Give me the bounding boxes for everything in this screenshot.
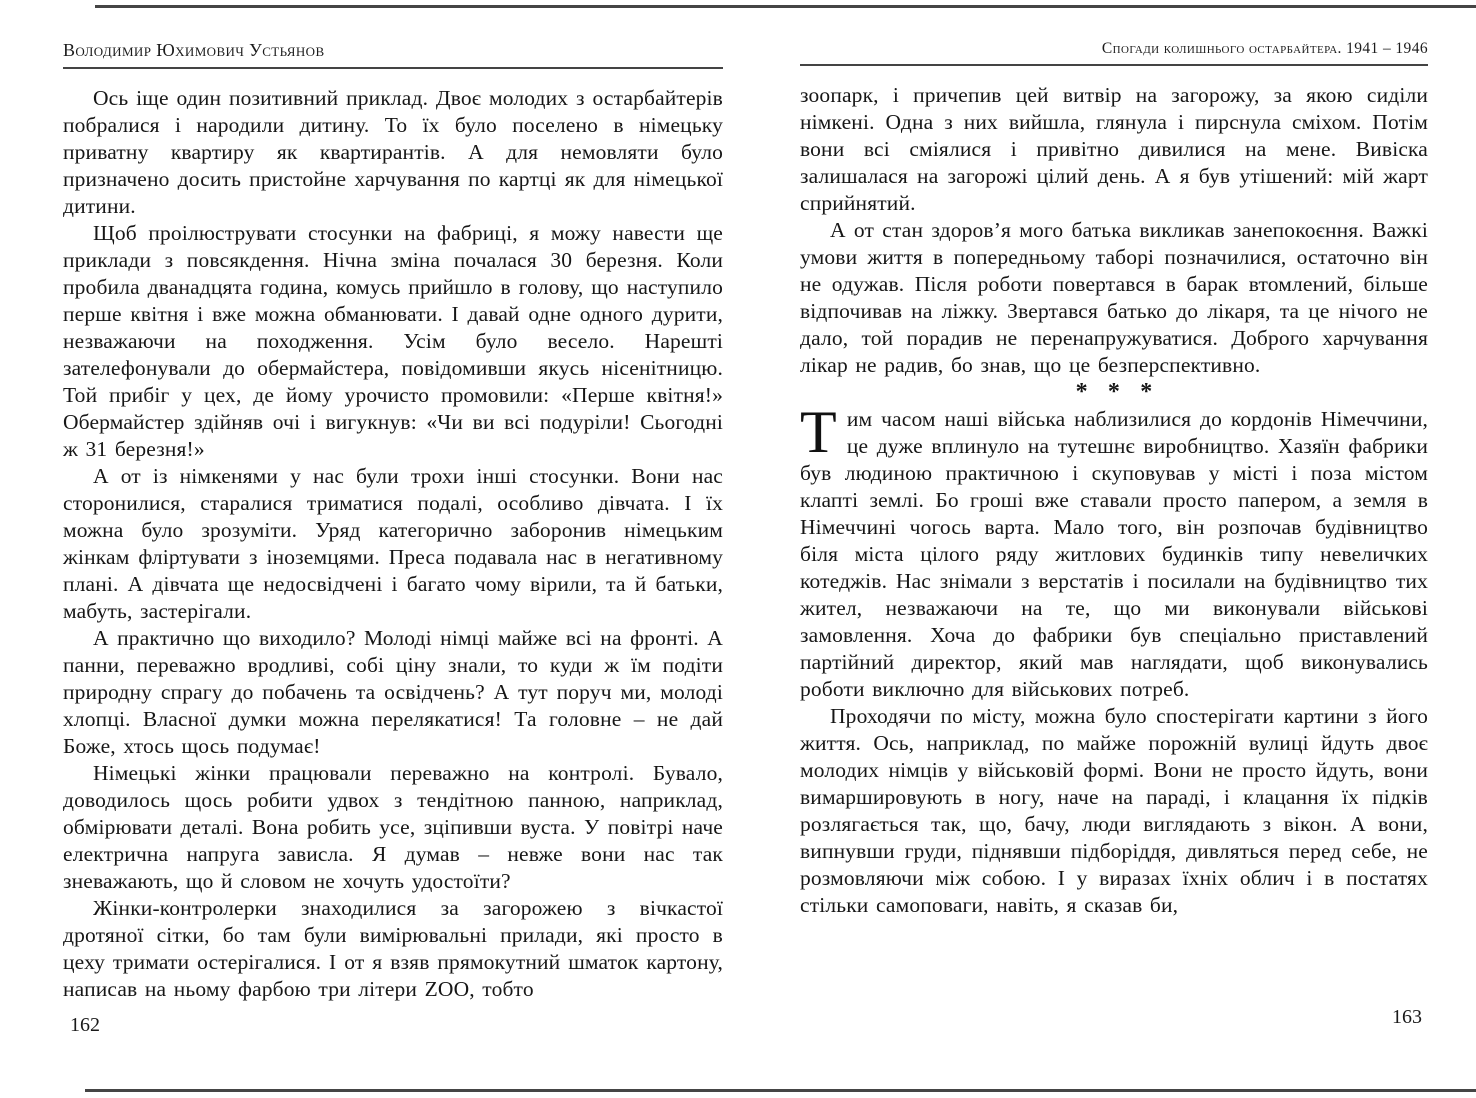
scan-edge-bottom: [85, 1089, 1476, 1092]
dropcap-initial: Т: [800, 399, 837, 465]
left-page-text: [63, 85, 723, 1003]
page-number-left: 162: [70, 1014, 100, 1036]
dropcap-paragraph-text: им часом наші війська наблизилися до кордонів Німеччини, це дуже вплинуло на тутешнє виробництво. Хазяїн фабрики був людиною практичною і скуповував у місті і поза містом клапті землі. Бо гроші вже ставали просто папером, а земля в Німеччині чогось варта. Мало того, він розпочав будівництво біля міста цілого ряду житлових будинків типу невеличких котеджів. Нас знімали з верстатів і посилали на будівництво тих жител, незважаючи на те, що ми виконували військові замовлення. Хоча до фабрики був спеціально приставлений партійний директор, який мав наглядати, щоб виконувались роботи виключно для військових потреб.: [800, 407, 1428, 701]
header-rule-left: [63, 67, 723, 69]
left-page: [63, 40, 723, 1003]
paragraph-german-women-distance: А от із німкенями у нас були трохи інші стосунки. Вони нас сторонилися, старалися триматися подалі, особливо дівчата. І їх можна було зрозуміти. Уряд категорично заборонив німецьким жінкам фліртувати з іноземцями. Преса подавала нас в негативному плані. А дівчата ще недосвідчені і багато чому вірили, та й батьки, мабуть, застерігали.: [63, 464, 723, 623]
right-page: [800, 40, 1428, 919]
section-separator-stars: * * *: [1075, 379, 1153, 405]
paragraph-young-germans-front: А практично що виходило? Молоді німці майже всі на фронті. А панни, переважно вродливі, собі ціну знали, то куди ж їм подіти природну спрагу до побачень та освідчень? А тут поруч ми, молоді хлопці. Власної думки можна перелякатися! Та головне – не дай Боже, хтось щось подумає!: [63, 626, 723, 758]
paragraph-city-scenes: Проходячи по місту, можна було спостерігати картини з його життя. Ось, наприклад, по майже порожній вулиці йдуть двоє молодих німців у військовій формі. Вони не просто йдуть, вони вимаршировують в ногу, наче на параді, і клацання їх підків розлягається так, що, бачу, люди виглядають з вікон. А вони, випнувши груди, піднявши підборіддя, дивляться перед себе, не розмовляючи між собою. І у виразах їхніх облич і в постатях стільки самоповаги, навіть, я сказав би,: [800, 704, 1428, 917]
running-header-left: Володимир Юхимович Устьянов: [63, 40, 325, 60]
right-page-text: [800, 82, 1428, 919]
page-number-right: 163: [1392, 1006, 1422, 1028]
scan-edge-top: [95, 5, 1476, 8]
paragraph-women-controllers: Німецькі жінки працювали переважно на контролі. Бувало, доводилось щось робити удвох з тендітною панною, наприклад, обмірювати деталі. Вона робить усе, зціпивши вуста. У повітрі наче електрична напруга зависла. Я думав – невже вони нас так зневажають, що й словом не хочуть удостоїти?: [63, 761, 723, 893]
paragraph-positive-example: Ось іще один позитивний приклад. Двоє молодих з остарбайтерів побралися і народили дитину. То їх було поселено в німецьку приватну квартиру як квартирантів. А для немовляти було призначено досить пристойне харчування по картці як для німецької дитини.: [63, 86, 723, 218]
header-rule-right: [800, 64, 1428, 66]
paragraph-father-health: А от стан здоров’я мого батька викликав занепокоєння. Важкі умови життя в попередньому таборі позначилися, остаточно він не одужав. Після роботи повертався в барак втомлений, більше відпочивав на ліжку. Звертався батько до лікаря, та це нічого не дало, той порадив не перенапружуватися. Доброго харчування лікар не радив, бо знав, що це безперспективно.: [800, 218, 1428, 377]
paragraph-zoo-continuation: зоопарк, і причепив цей витвір на загорожу, за якою сиділи німкені. Одна з них вийшла, глянула і пирснула сміхом. Потім вони всі сміялися і привітно дивилися на мене. Вивіска залишалася на загорожі цілий день. А я був утішений: мій жарт сприйнятий.: [800, 83, 1428, 215]
paragraph-zoo-sign: Жінки-контролерки знаходилися за загорожею з вічкастої дротяної сітки, бо там були вимірювальні прилади, які просто в цеху тримати остерігалися. І от я взяв прямокутний шматок картону, написав на ньому фарбою три літери ZOO, тобто: [63, 896, 723, 1001]
paragraph-april-fools: Щоб проілюструвати стосунки на фабриці, я можу навести ще приклади з повсякдення. Нічна зміна почалася 30 березня. Коли пробила дванадцята година, комусь прийшло в голову, що наступило перше квітня і вже можна обманювати. І давай одне одного дурити, незважаючи на походження. Усім було весело. Нарешті зателефонували до обермайстера, повідомивши якусь нісенітницю. Той прибіг у цех, де йому урочисто промовили: «Перше квітня!» Обермайстер здійняв очі і вигукнув: «Чи ви всі подуріли! Сьогодні ж 31 березня!»: [63, 221, 723, 461]
running-header-right: Спогади колишнього остарбайтера. 1941 – 1946: [1101, 40, 1428, 57]
paragraph-dropcap-troops: [800, 399, 1428, 703]
